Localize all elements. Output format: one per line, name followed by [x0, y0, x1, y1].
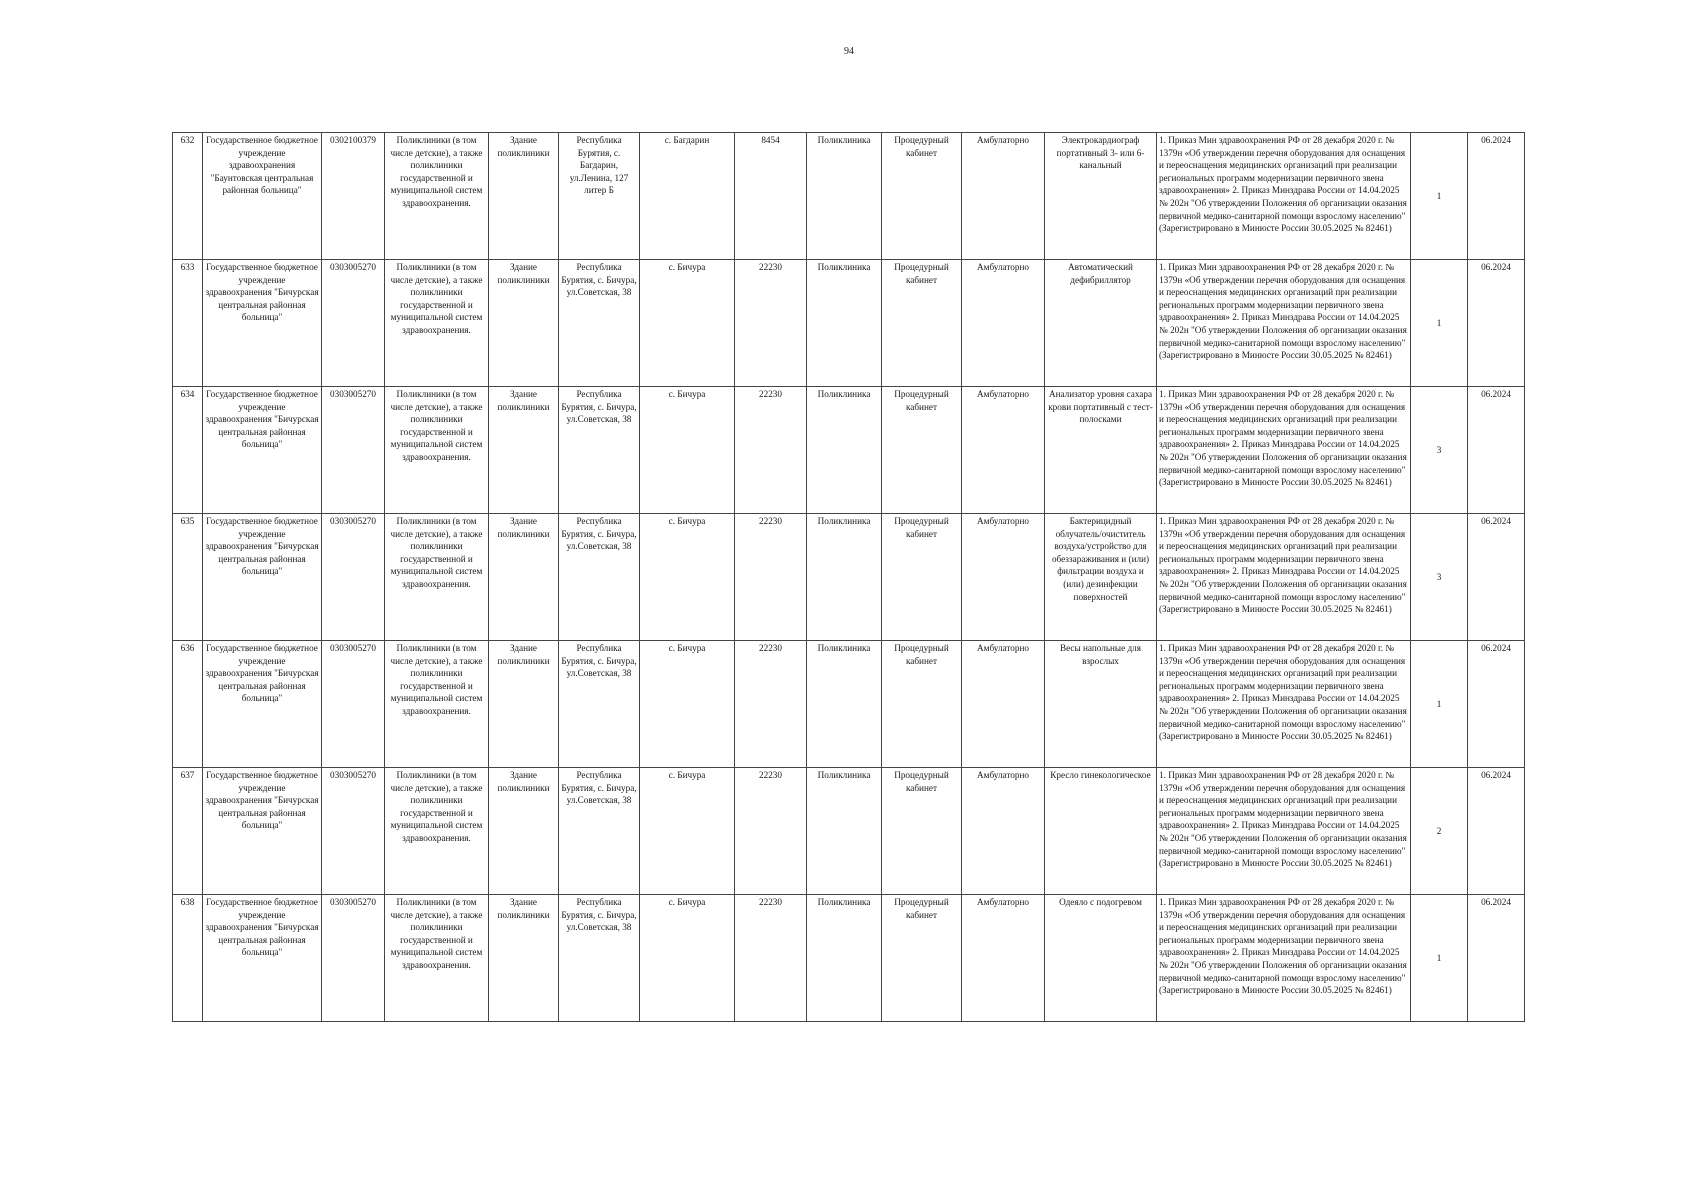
- table-row: [173, 387, 1525, 514]
- cell-building-name: Здание поликлиники: [489, 260, 559, 387]
- cell-equipment-name: Бактерицидный облучатель/очиститель воздуха/устройство для обеззараживания и (или) фильтрации воздуха и (или) дезинфекции поверхностей: [1045, 514, 1157, 641]
- cell-equipment-name: Анализатор уровня сахара крови портативный с тест-полосками: [1045, 387, 1157, 514]
- cell-population: 22230: [735, 768, 807, 895]
- cell-facility-type: Поликлиники (в том числе детские), а также поликлиники государственной и муниципальной систем здравоохранения.: [385, 895, 489, 1022]
- cell-organization-name: Государственное бюджетное учреждение здравоохранения "Бичурская центральная районная больница": [203, 895, 322, 1022]
- cell-care-mode: Амбулаторно: [962, 133, 1045, 260]
- table-row: [173, 260, 1525, 387]
- cell-organization-name: Государственное бюджетное учреждение здравоохранения "Бичурская центральная районная больница": [203, 514, 322, 641]
- cell-quantity: 1: [1411, 895, 1468, 1022]
- cell-equipment-name: Электрокардиограф портативный 3- или 6-канальный: [1045, 133, 1157, 260]
- cell-division: Поликлиника: [807, 895, 882, 1022]
- cell-division: Поликлиника: [807, 260, 882, 387]
- cell-building-name: Здание поликлиники: [489, 514, 559, 641]
- cell-date: 06.2024: [1468, 768, 1525, 895]
- cell-date: 06.2024: [1468, 133, 1525, 260]
- cell-address: Республика Бурятия, с. Бичура, ул.Советская, 38: [559, 768, 640, 895]
- cell-organization-code: 0303005270: [322, 768, 385, 895]
- cell-address: Республика Бурятия, с. Бичура, ул.Советская, 38: [559, 260, 640, 387]
- cell-address: Республика Бурятия, с. Бичура, ул.Советская, 38: [559, 895, 640, 1022]
- cell-locality: с. Багдарин: [640, 133, 735, 260]
- cell-cabinet: Процедурный кабинет: [882, 768, 962, 895]
- cell-organization-name: Государственное бюджетное учреждение здравоохранения "Бичурская центральная районная больница": [203, 260, 322, 387]
- cell-division: Поликлиника: [807, 514, 882, 641]
- cell-date: 06.2024: [1468, 514, 1525, 641]
- cell-locality: с. Бичура: [640, 387, 735, 514]
- cell-legal-basis: 1. Приказ Мин здравоохранения РФ от 28 декабря 2020 г. № 1379н «Об утверждении перечня оборудования для оснащения и переоснащения медицинских организаций при реализации региональных программ модернизации первичного звена здравоохранения» 2. Приказ Минздрава России от 14.04.2025 № 202н "Об утверждении Положения об организации оказания первичной медико-санитарной помощи взрослому населению" (Зарегистрировано в Минюсте России 30.05.2025 № 82461): [1157, 387, 1411, 514]
- cell-building-name: Здание поликлиники: [489, 133, 559, 260]
- cell-date: 06.2024: [1468, 895, 1525, 1022]
- cell-organization-code: 0303005270: [322, 260, 385, 387]
- cell-population: 22230: [735, 387, 807, 514]
- cell-cabinet: Процедурный кабинет: [882, 133, 962, 260]
- cell-address: Республика Бурятия, с. Бичура, ул.Советская, 38: [559, 514, 640, 641]
- cell-legal-basis: 1. Приказ Мин здравоохранения РФ от 28 декабря 2020 г. № 1379н «Об утверждении перечня оборудования для оснащения и переоснащения медицинских организаций при реализации региональных программ модернизации первичного звена здравоохранения» 2. Приказ Минздрава России от 14.04.2025 № 202н "Об утверждении Положения об организации оказания первичной медико-санитарной помощи взрослому населению" (Зарегистрировано в Минюсте России 30.05.2025 № 82461): [1157, 895, 1411, 1022]
- cell-division: Поликлиника: [807, 768, 882, 895]
- cell-cabinet: Процедурный кабинет: [882, 260, 962, 387]
- cell-care-mode: Амбулаторно: [962, 641, 1045, 768]
- cell-legal-basis: 1. Приказ Мин здравоохранения РФ от 28 декабря 2020 г. № 1379н «Об утверждении перечня оборудования для оснащения и переоснащения медицинских организаций при реализации региональных программ модернизации первичного звена здравоохранения» 2. Приказ Минздрава России от 14.04.2025 № 202н "Об утверждении Положения об организации оказания первичной медико-санитарной помощи взрослому населению" (Зарегистрировано в Минюсте России 30.05.2025 № 82461): [1157, 133, 1411, 260]
- equipment-table: [172, 132, 1525, 1022]
- cell-row-number: 636: [173, 641, 203, 768]
- cell-building-name: Здание поликлиники: [489, 641, 559, 768]
- cell-facility-type: Поликлиники (в том числе детские), а также поликлиники государственной и муниципальной систем здравоохранения.: [385, 514, 489, 641]
- cell-row-number: 633: [173, 260, 203, 387]
- cell-address: Республика Бурятия, с. Бичура, ул.Советская, 38: [559, 387, 640, 514]
- cell-quantity: 3: [1411, 387, 1468, 514]
- cell-date: 06.2024: [1468, 387, 1525, 514]
- cell-organization-code: 0303005270: [322, 387, 385, 514]
- cell-locality: с. Бичура: [640, 768, 735, 895]
- cell-quantity: 2: [1411, 768, 1468, 895]
- cell-care-mode: Амбулаторно: [962, 768, 1045, 895]
- cell-care-mode: Амбулаторно: [962, 260, 1045, 387]
- cell-population: 22230: [735, 514, 807, 641]
- page-number: 94: [844, 46, 854, 57]
- cell-facility-type: Поликлиники (в том числе детские), а также поликлиники государственной и муниципальной систем здравоохранения.: [385, 260, 489, 387]
- cell-organization-name: Государственное бюджетное учреждение здравоохранения "Бичурская центральная районная больница": [203, 387, 322, 514]
- cell-legal-basis: 1. Приказ Мин здравоохранения РФ от 28 декабря 2020 г. № 1379н «Об утверждении перечня оборудования для оснащения и переоснащения медицинских организаций при реализации региональных программ модернизации первичного звена здравоохранения» 2. Приказ Минздрава России от 14.04.2025 № 202н "Об утверждении Положения об организации оказания первичной медико-санитарной помощи взрослому населению" (Зарегистрировано в Минюсте России 30.05.2025 № 82461): [1157, 641, 1411, 768]
- cell-division: Поликлиника: [807, 641, 882, 768]
- cell-facility-type: Поликлиники (в том числе детские), а также поликлиники государственной и муниципальной систем здравоохранения.: [385, 641, 489, 768]
- cell-cabinet: Процедурный кабинет: [882, 514, 962, 641]
- cell-row-number: 637: [173, 768, 203, 895]
- cell-legal-basis: 1. Приказ Мин здравоохранения РФ от 28 декабря 2020 г. № 1379н «Об утверждении перечня оборудования для оснащения и переоснащения медицинских организаций при реализации региональных программ модернизации первичного звена здравоохранения» 2. Приказ Минздрава России от 14.04.2025 № 202н "Об утверждении Положения об организации оказания первичной медико-санитарной помощи взрослому населению" (Зарегистрировано в Минюсте России 30.05.2025 № 82461): [1157, 768, 1411, 895]
- cell-equipment-name: Кресло гинекологическое: [1045, 768, 1157, 895]
- cell-facility-type: Поликлиники (в том числе детские), а также поликлиники государственной и муниципальной систем здравоохранения.: [385, 768, 489, 895]
- table-row: [173, 895, 1525, 1022]
- cell-address: Республика Бурятия, с. Багдарин, ул.Ленина, 127 литер Б: [559, 133, 640, 260]
- cell-population: 22230: [735, 641, 807, 768]
- cell-quantity: 1: [1411, 641, 1468, 768]
- cell-population: 22230: [735, 895, 807, 1022]
- cell-row-number: 638: [173, 895, 203, 1022]
- cell-locality: с. Бичура: [640, 641, 735, 768]
- cell-building-name: Здание поликлиники: [489, 895, 559, 1022]
- cell-division: Поликлиника: [807, 133, 882, 260]
- table-row: [173, 641, 1525, 768]
- cell-date: 06.2024: [1468, 260, 1525, 387]
- cell-facility-type: Поликлиники (в том числе детские), а также поликлиники государственной и муниципальной систем здравоохранения.: [385, 133, 489, 260]
- cell-building-name: Здание поликлиники: [489, 387, 559, 514]
- cell-organization-name: Государственное бюджетное учреждение здравоохранения "Бичурская центральная районная больница": [203, 641, 322, 768]
- cell-division: Поликлиника: [807, 387, 882, 514]
- cell-equipment-name: Одеяло с подогревом: [1045, 895, 1157, 1022]
- cell-row-number: 632: [173, 133, 203, 260]
- cell-locality: с. Бичура: [640, 514, 735, 641]
- cell-organization-code: 0303005270: [322, 514, 385, 641]
- cell-date: 06.2024: [1468, 641, 1525, 768]
- cell-cabinet: Процедурный кабинет: [882, 641, 962, 768]
- cell-cabinet: Процедурный кабинет: [882, 387, 962, 514]
- cell-organization-code: 0303005270: [322, 895, 385, 1022]
- cell-facility-type: Поликлиники (в том числе детские), а также поликлиники государственной и муниципальной систем здравоохранения.: [385, 387, 489, 514]
- cell-locality: с. Бичура: [640, 260, 735, 387]
- cell-population: 22230: [735, 260, 807, 387]
- cell-legal-basis: 1. Приказ Мин здравоохранения РФ от 28 декабря 2020 г. № 1379н «Об утверждении перечня оборудования для оснащения и переоснащения медицинских организаций при реализации региональных программ модернизации первичного звена здравоохранения» 2. Приказ Минздрава России от 14.04.2025 № 202н "Об утверждении Положения об организации оказания первичной медико-санитарной помощи взрослому населению" (Зарегистрировано в Минюсте России 30.05.2025 № 82461): [1157, 514, 1411, 641]
- cell-row-number: 634: [173, 387, 203, 514]
- cell-locality: с. Бичура: [640, 895, 735, 1022]
- table-row: [173, 514, 1525, 641]
- cell-care-mode: Амбулаторно: [962, 895, 1045, 1022]
- cell-quantity: 1: [1411, 133, 1468, 260]
- cell-cabinet: Процедурный кабинет: [882, 895, 962, 1022]
- cell-organization-code: 0303005270: [322, 641, 385, 768]
- cell-care-mode: Амбулаторно: [962, 387, 1045, 514]
- cell-row-number: 635: [173, 514, 203, 641]
- table-row: [173, 133, 1525, 260]
- cell-care-mode: Амбулаторно: [962, 514, 1045, 641]
- cell-quantity: 1: [1411, 260, 1468, 387]
- cell-organization-code: 0302100379: [322, 133, 385, 260]
- cell-equipment-name: Весы напольные для взрослых: [1045, 641, 1157, 768]
- cell-legal-basis: 1. Приказ Мин здравоохранения РФ от 28 декабря 2020 г. № 1379н «Об утверждении перечня оборудования для оснащения и переоснащения медицинских организаций при реализации региональных программ модернизации первичного звена здравоохранения» 2. Приказ Минздрава России от 14.04.2025 № 202н "Об утверждении Положения об организации оказания первичной медико-санитарной помощи взрослому населению" (Зарегистрировано в Минюсте России 30.05.2025 № 82461): [1157, 260, 1411, 387]
- cell-address: Республика Бурятия, с. Бичура, ул.Советская, 38: [559, 641, 640, 768]
- cell-organization-name: Государственное бюджетное учреждение здравоохранения "Баунтовская центральная районная больница": [203, 133, 322, 260]
- cell-building-name: Здание поликлиники: [489, 768, 559, 895]
- cell-quantity: 3: [1411, 514, 1468, 641]
- cell-equipment-name: Автоматический дефибриллятор: [1045, 260, 1157, 387]
- cell-population: 8454: [735, 133, 807, 260]
- table-row: [173, 768, 1525, 895]
- cell-organization-name: Государственное бюджетное учреждение здравоохранения "Бичурская центральная районная больница": [203, 768, 322, 895]
